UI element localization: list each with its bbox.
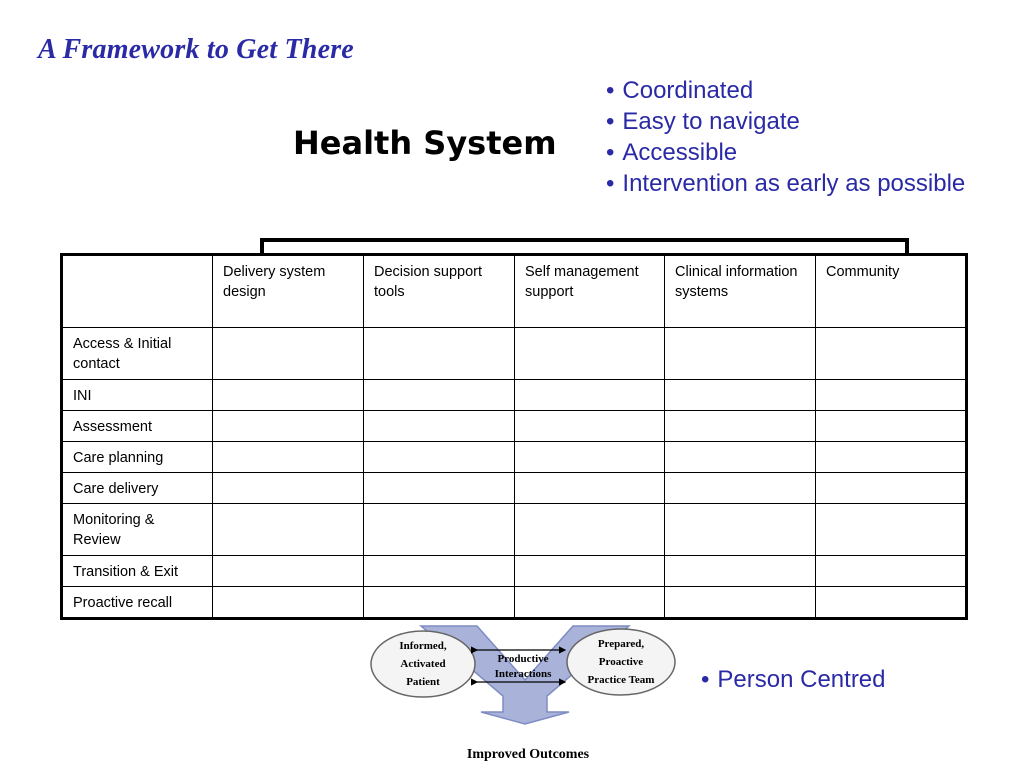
table-cell <box>364 504 515 556</box>
practice-team-oval-line: Practice Team <box>587 674 655 686</box>
table-cell <box>665 442 816 473</box>
row-label: Access & Initial contact <box>62 328 213 380</box>
row-label: Transition & Exit <box>62 556 213 587</box>
quality-item: • Easy to navigate <box>606 106 965 137</box>
patient-oval-line: Activated <box>400 658 446 670</box>
table-cell <box>213 473 364 504</box>
column-header: Self management support <box>515 255 665 328</box>
table-cell <box>364 587 515 619</box>
health-system-heading: Health System <box>293 124 557 162</box>
table-cell <box>665 556 816 587</box>
table-cell <box>213 504 364 556</box>
table-cell <box>364 442 515 473</box>
row-label: Assessment <box>62 411 213 442</box>
table-cell <box>515 504 665 556</box>
column-header: Community <box>816 255 967 328</box>
table-cell <box>364 328 515 380</box>
patient-oval-line: Informed, <box>399 640 447 652</box>
table-cell <box>515 380 665 411</box>
quality-item: • Accessible <box>606 137 965 168</box>
interaction-label-line: Interactions <box>494 668 552 680</box>
person-centred-item: • Person Centred <box>701 664 886 695</box>
improved-outcomes-label: Improved Outcomes <box>466 747 590 762</box>
table-cell <box>816 473 967 504</box>
table-cell <box>515 556 665 587</box>
quality-item: • Intervention as early as possible <box>606 168 965 199</box>
table-cell <box>213 556 364 587</box>
table-cell <box>816 587 967 619</box>
table-row <box>62 411 967 442</box>
chronic-care-model-diagram <box>365 622 695 768</box>
table-cell <box>665 587 816 619</box>
table-cell <box>515 473 665 504</box>
health-system-bracket <box>0 0 1024 260</box>
table-cell <box>816 411 967 442</box>
table-row <box>62 328 967 380</box>
column-header: Decision support tools <box>364 255 515 328</box>
table-cell <box>364 473 515 504</box>
table-cell <box>816 380 967 411</box>
interaction-label-line: Productive <box>497 653 549 665</box>
practice-team-oval-line: Proactive <box>598 656 644 668</box>
table-cell <box>665 411 816 442</box>
table-row <box>62 556 967 587</box>
table-cell <box>515 411 665 442</box>
practice-team-oval-line: Prepared, <box>597 638 645 650</box>
column-header: Delivery system design <box>213 255 364 328</box>
row-label: Proactive recall <box>62 587 213 619</box>
table-cell <box>816 556 967 587</box>
row-label: Care delivery <box>62 473 213 504</box>
framework-table <box>60 253 968 620</box>
table-row <box>62 587 967 619</box>
table-row <box>62 442 967 473</box>
table-cell <box>213 328 364 380</box>
table-cell <box>816 504 967 556</box>
table-cell <box>213 411 364 442</box>
table-row <box>62 380 967 411</box>
table-cell <box>665 380 816 411</box>
table-cell <box>213 442 364 473</box>
table-cell <box>515 328 665 380</box>
quality-item: • Coordinated <box>606 75 965 106</box>
table-cell <box>364 556 515 587</box>
table-cell <box>816 328 967 380</box>
table-cell <box>213 587 364 619</box>
table-cell <box>515 587 665 619</box>
table-cell <box>665 328 816 380</box>
person-centred-list <box>701 664 886 695</box>
table-cell <box>816 442 967 473</box>
row-label: Care planning <box>62 442 213 473</box>
table-cell <box>364 380 515 411</box>
table-cell <box>665 473 816 504</box>
column-header: Clinical information systems <box>665 255 816 328</box>
column-header <box>62 255 213 328</box>
table-cell <box>364 411 515 442</box>
slide-title: A Framework to Get There <box>38 34 354 65</box>
patient-oval-line: Patient <box>406 676 440 688</box>
table-header-row <box>62 255 967 328</box>
table-row <box>62 504 967 556</box>
table-cell <box>515 442 665 473</box>
row-label: INI <box>62 380 213 411</box>
table-row <box>62 473 967 504</box>
table-cell <box>213 380 364 411</box>
row-label: Monitoring & Review <box>62 504 213 556</box>
table-cell <box>665 504 816 556</box>
